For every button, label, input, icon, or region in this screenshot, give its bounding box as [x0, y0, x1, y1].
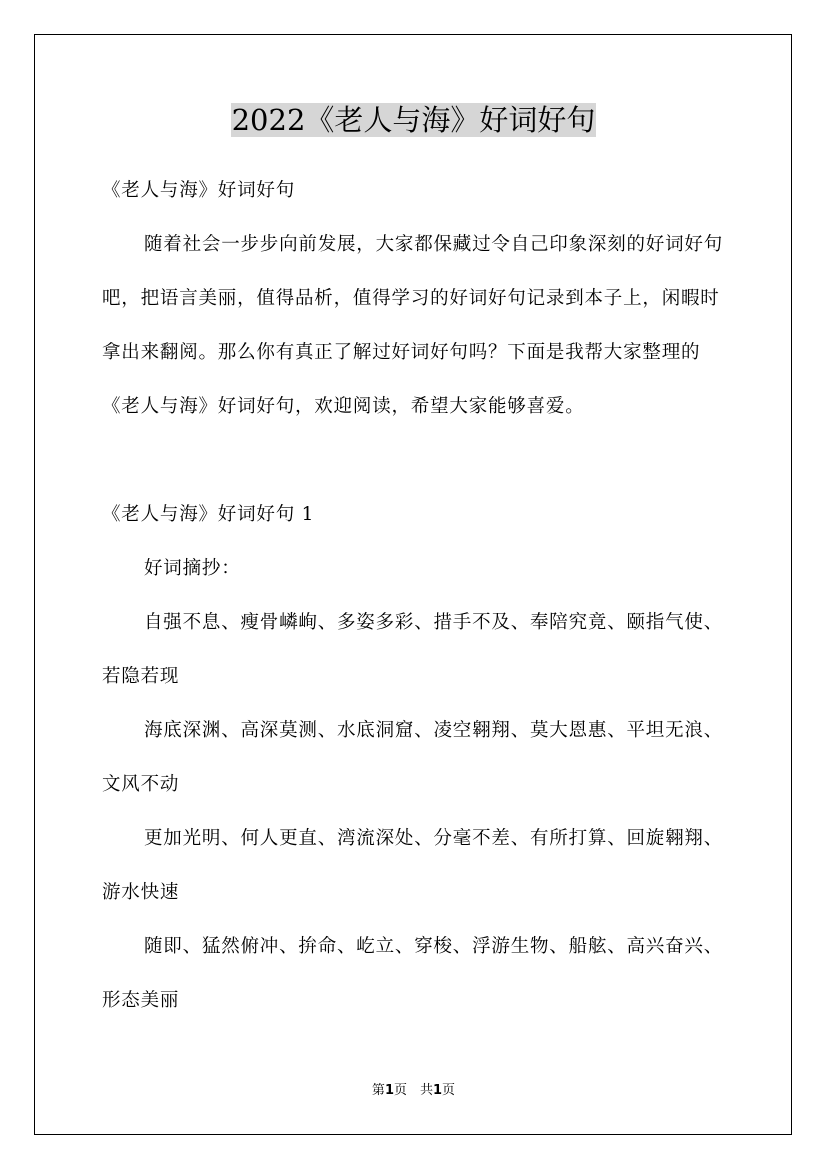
document-subtitle: 《老人与海》好词好句: [102, 180, 296, 201]
page-footer: [0, 1081, 827, 1101]
total-page-number: 1: [433, 1083, 443, 1098]
intro-paragraph: 随着社会一步步向前发展，大家都保藏过令自己印象深刻的好词好句吧，把语言美丽，值得品析，值得学习的好词好句记录到本子上，闲暇时拿出来翻阅。那么你有真正了解过好词好句吗？下面是我帮大家整理的《老人与海》好词好句，欢迎阅读，希望大家能够喜爱。: [102, 234, 724, 417]
page-prefix: 第: [371, 1083, 385, 1098]
section-title: 《老人与海》好词好句 1: [102, 504, 315, 525]
word-group-paragraph: 更加光明、何人更直、湾流深处、分毫不差、有所打算、回旋翱翔、游水快速: [102, 828, 724, 903]
word-group-paragraph: 随即、猛然俯冲、拚命、屹立、穿梭、浮游生物、船舷、高兴奋兴、形态美丽: [102, 936, 724, 1011]
paragraph-gap: [102, 434, 730, 488]
word-heading: 好词摘抄：: [144, 558, 241, 579]
document-title-text: 2022《老人与海》好词好句: [231, 103, 596, 137]
page-suffix: 页: [442, 1083, 456, 1098]
document-title: [0, 98, 827, 142]
word-group-paragraph: 海底深渊、高深莫测、水底洞窟、凌空翱翔、莫大恩惠、平坦无浪、文风不动: [102, 720, 724, 795]
current-page-number: 1: [384, 1083, 394, 1098]
page-middle-text: 页 共: [393, 1083, 433, 1098]
document-body: [102, 164, 730, 1028]
word-group-paragraph: 自强不息、瘦骨嶙峋、多姿多彩、措手不及、奉陪究竟、颐指气使、若隐若现: [102, 612, 724, 687]
